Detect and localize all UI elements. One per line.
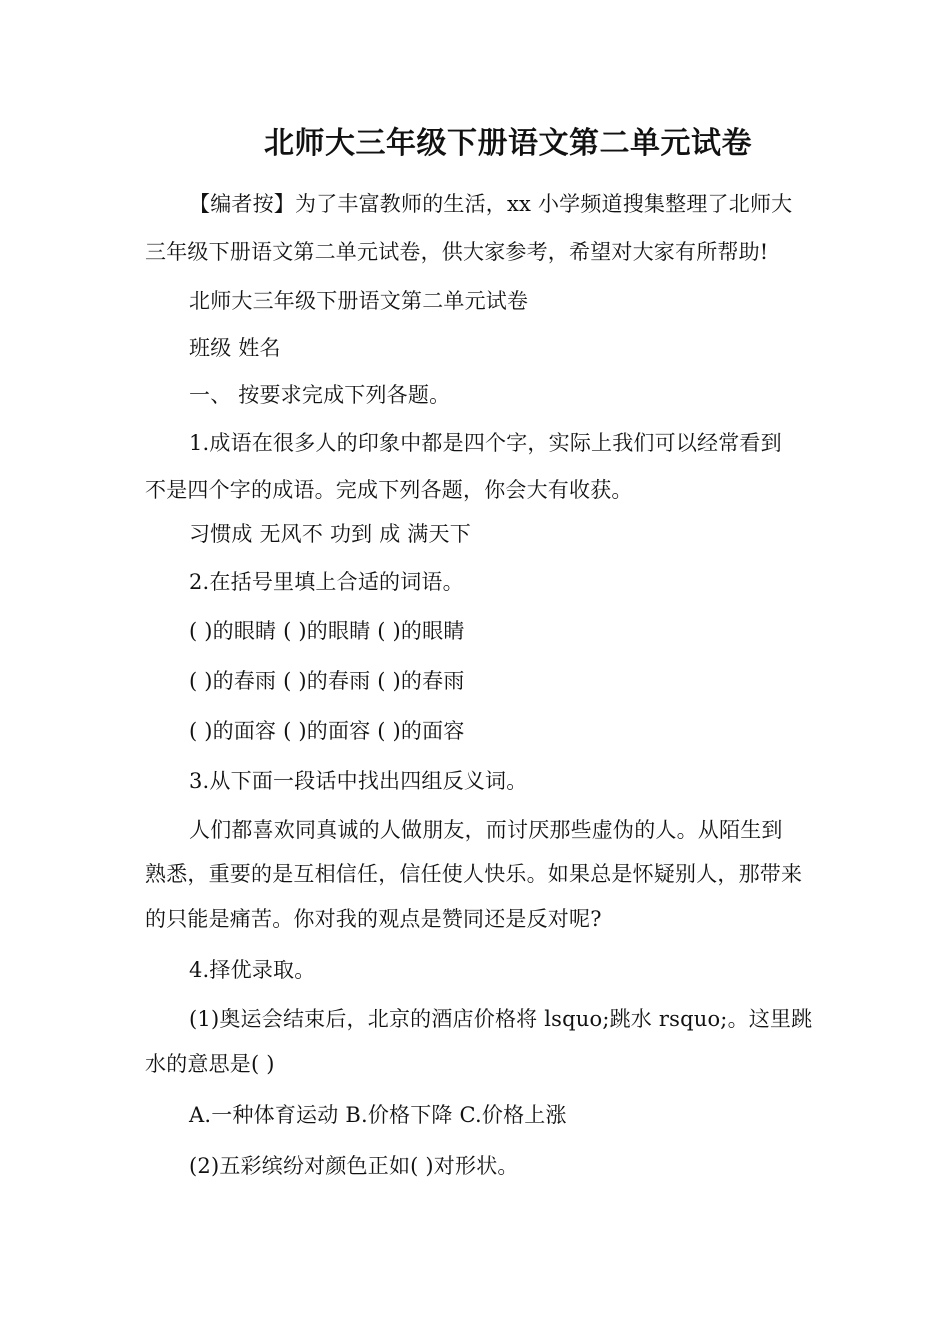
idiom-fill-line: 习惯成 无风不 功到 成 满天下: [189, 522, 471, 546]
passage-line-2: 熟悉，重要的是互相信任，信任使人快乐。如果总是怀疑别人，那带来: [145, 862, 803, 886]
exam-subtitle: 北师大三年级下册语文第二单元试卷: [189, 289, 529, 313]
passage-line-3: 的只能是痛苦。你对我的观点是赞同还是反对呢?: [145, 907, 602, 931]
fill-face-line: ( )的面容 ( )的面容 ( )的面容: [189, 719, 465, 743]
question-1-line-1: 1.成语在很多人的印象中都是四个字，实际上我们可以经常看到: [189, 431, 782, 455]
section-heading-1: 一、 按要求完成下列各题。: [189, 383, 451, 407]
class-name-line: 班级 姓名: [189, 336, 281, 360]
fill-eyes-line: ( )的眼睛 ( )的眼睛 ( )的眼睛: [189, 619, 465, 643]
question-4-2-line: (2)五彩缤纷对颜色正如( )对形状。: [189, 1154, 519, 1178]
question-4-1-line-2: 水的意思是( ): [145, 1052, 275, 1076]
question-3-heading: 3.从下面一段话中找出四组反义词。: [189, 769, 528, 793]
document-title: 北师大三年级下册语文第二单元试卷: [264, 126, 752, 161]
question-2-heading: 2.在括号里填上合适的词语。: [189, 570, 464, 594]
editor-note-line-2: 三年级下册语文第二单元试卷，供大家参考，希望对大家有所帮助!: [145, 240, 769, 264]
editor-note-line-1: 【编者按】为了丰富教师的生活，xx 小学频道搜集整理了北师大: [189, 192, 793, 216]
question-1-line-2: 不是四个字的成语。完成下列各题，你会大有收获。: [145, 478, 633, 502]
question-4-1-line-1: (1)奥运会结束后，北京的酒店价格将 lsquo;跳水 rsquo;。这里跳: [189, 1007, 813, 1031]
question-4-1-options: A.一种体育运动 B.价格下降 C.价格上涨: [189, 1103, 567, 1127]
fill-spring-rain-line: ( )的春雨 ( )的春雨 ( )的春雨: [189, 669, 465, 693]
passage-line-1: 人们都喜欢同真诚的人做朋友，而讨厌那些虚伪的人。从陌生到: [189, 818, 783, 842]
question-4-heading: 4.择优录取。: [189, 958, 316, 982]
